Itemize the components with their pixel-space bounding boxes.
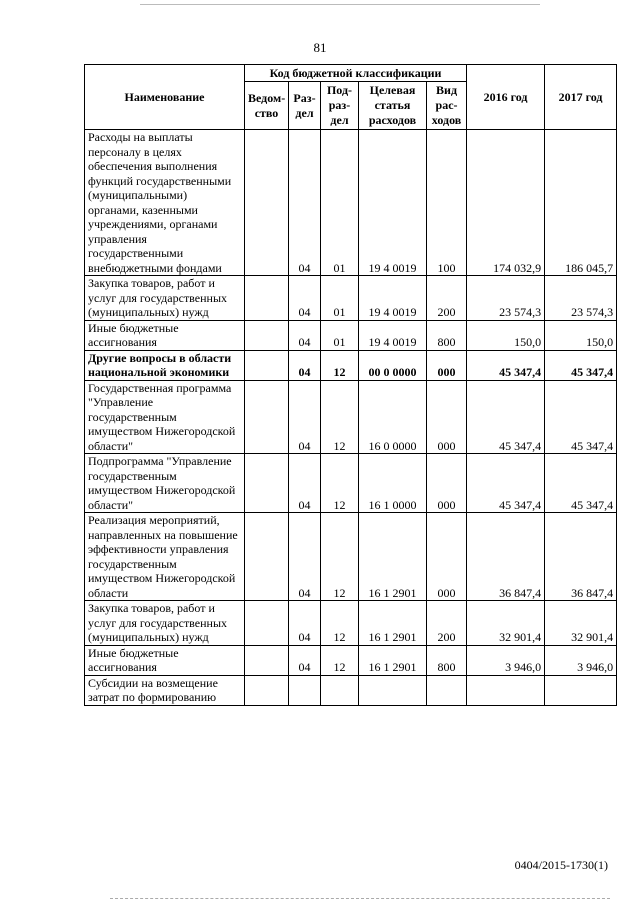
row-statya — [359, 675, 427, 705]
row-2017: 45 347,4 — [545, 350, 617, 380]
document-code: 0404/2015-1730(1) — [514, 858, 608, 872]
row-name: Государственная программа "Управление государственным имуществом Нижегородской области" — [85, 380, 245, 454]
row-vid: 000 — [427, 380, 467, 454]
row-name: Иные бюджетные ассигнования — [85, 645, 245, 675]
header-podrazdel: Под-раз-дел — [321, 82, 359, 130]
header-2016: 2016 год — [467, 65, 545, 130]
row-name: Подпрограмма "Управление государственным имуществом Нижегородской области" — [85, 454, 245, 513]
row-vid: 000 — [427, 454, 467, 513]
budget-table — [84, 64, 617, 706]
row-name: Другие вопросы в области национальной экономики — [85, 350, 245, 380]
row-razdel: 04 — [289, 276, 321, 321]
row-2016: 3 946,0 — [467, 645, 545, 675]
row-vedomstvo — [245, 380, 289, 454]
header-vid-rashodov: Вид рас-ходов — [427, 82, 467, 130]
row-2016: 45 347,4 — [467, 380, 545, 454]
row-2016 — [467, 675, 545, 705]
row-podrazdel: 12 — [321, 645, 359, 675]
row-vedomstvo — [245, 350, 289, 380]
row-razdel: 04 — [289, 350, 321, 380]
row-2017: 45 347,4 — [545, 454, 617, 513]
table-row — [85, 320, 617, 350]
row-name: Закупка товаров, работ и услуг для государственных (муниципальных) нужд — [85, 276, 245, 321]
header-tselevaya-statya: Целевая статья расходов — [359, 82, 427, 130]
table-row — [85, 454, 617, 513]
row-name: Закупка товаров, работ и услуг для государственных (муниципальных) нужд — [85, 601, 245, 646]
scan-bottom-rule — [110, 898, 610, 899]
row-name: Субсидии на возмещение затрат по формированию — [85, 675, 245, 705]
row-name: Иные бюджетные ассигнования — [85, 320, 245, 350]
row-2017: 45 347,4 — [545, 380, 617, 454]
header-classification-group: Код бюджетной классификации — [245, 65, 467, 82]
row-statya: 16 1 0000 — [359, 454, 427, 513]
row-podrazdel: 12 — [321, 380, 359, 454]
row-razdel: 04 — [289, 130, 321, 276]
row-podrazdel: 01 — [321, 320, 359, 350]
row-vid: 200 — [427, 601, 467, 646]
header-name: Наименование — [85, 65, 245, 130]
row-razdel: 04 — [289, 320, 321, 350]
header-vedomstvo: Ведом-ство — [245, 82, 289, 130]
row-vid: 000 — [427, 350, 467, 380]
row-razdel: 04 — [289, 645, 321, 675]
row-vedomstvo — [245, 645, 289, 675]
header-razdel: Раз-дел — [289, 82, 321, 130]
table-row — [85, 645, 617, 675]
row-2016: 174 032,9 — [467, 130, 545, 276]
page-number: 81 — [313, 40, 327, 55]
row-statya: 16 1 2901 — [359, 601, 427, 646]
row-vid: 200 — [427, 276, 467, 321]
row-2017: 150,0 — [545, 320, 617, 350]
row-vedomstvo — [245, 601, 289, 646]
scan-top-rule — [140, 4, 540, 5]
table-row — [85, 350, 617, 380]
row-statya: 19 4 0019 — [359, 276, 427, 321]
table-row — [85, 601, 617, 646]
row-podrazdel: 12 — [321, 513, 359, 601]
row-statya: 16 1 2901 — [359, 645, 427, 675]
row-2017 — [545, 675, 617, 705]
row-vedomstvo — [245, 320, 289, 350]
table-row — [85, 380, 617, 454]
row-2017: 32 901,4 — [545, 601, 617, 646]
row-2017: 23 574,3 — [545, 276, 617, 321]
row-name: Реализация мероприятий, направленных на повышение эффективности управления государственным имуществом Нижегородской области — [85, 513, 245, 601]
row-podrazdel: 12 — [321, 454, 359, 513]
row-2016: 45 347,4 — [467, 350, 545, 380]
row-podrazdel: 12 — [321, 350, 359, 380]
row-vedomstvo — [245, 675, 289, 705]
row-vid: 000 — [427, 513, 467, 601]
table-row — [85, 513, 617, 601]
row-vedomstvo — [245, 130, 289, 276]
row-podrazdel: 01 — [321, 276, 359, 321]
row-razdel: 04 — [289, 601, 321, 646]
row-vid — [427, 675, 467, 705]
row-statya: 19 4 0019 — [359, 130, 427, 276]
row-razdel: 04 — [289, 380, 321, 454]
row-razdel — [289, 675, 321, 705]
row-statya: 16 1 2901 — [359, 513, 427, 601]
table-row — [85, 276, 617, 321]
row-2016: 45 347,4 — [467, 454, 545, 513]
row-podrazdel: 01 — [321, 130, 359, 276]
row-statya: 19 4 0019 — [359, 320, 427, 350]
row-vid: 800 — [427, 645, 467, 675]
row-vedomstvo — [245, 513, 289, 601]
header-2017: 2017 год — [545, 65, 617, 130]
row-podrazdel — [321, 675, 359, 705]
row-vedomstvo — [245, 454, 289, 513]
row-razdel: 04 — [289, 513, 321, 601]
row-name: Расходы на выплаты персоналу в целях обеспечения выполнения функций государственными (муниципальными) органами, казенными учреждениями, органами управления государственными внебюджетными фондами — [85, 130, 245, 276]
table-row — [85, 675, 617, 705]
table-row — [85, 130, 617, 276]
row-vedomstvo — [245, 276, 289, 321]
row-statya: 16 0 0000 — [359, 380, 427, 454]
row-vid: 800 — [427, 320, 467, 350]
row-statya: 00 0 0000 — [359, 350, 427, 380]
row-vid: 100 — [427, 130, 467, 276]
row-podrazdel: 12 — [321, 601, 359, 646]
row-2016: 32 901,4 — [467, 601, 545, 646]
row-razdel: 04 — [289, 454, 321, 513]
row-2017: 186 045,7 — [545, 130, 617, 276]
row-2017: 36 847,4 — [545, 513, 617, 601]
row-2016: 150,0 — [467, 320, 545, 350]
row-2017: 3 946,0 — [545, 645, 617, 675]
row-2016: 36 847,4 — [467, 513, 545, 601]
row-2016: 23 574,3 — [467, 276, 545, 321]
